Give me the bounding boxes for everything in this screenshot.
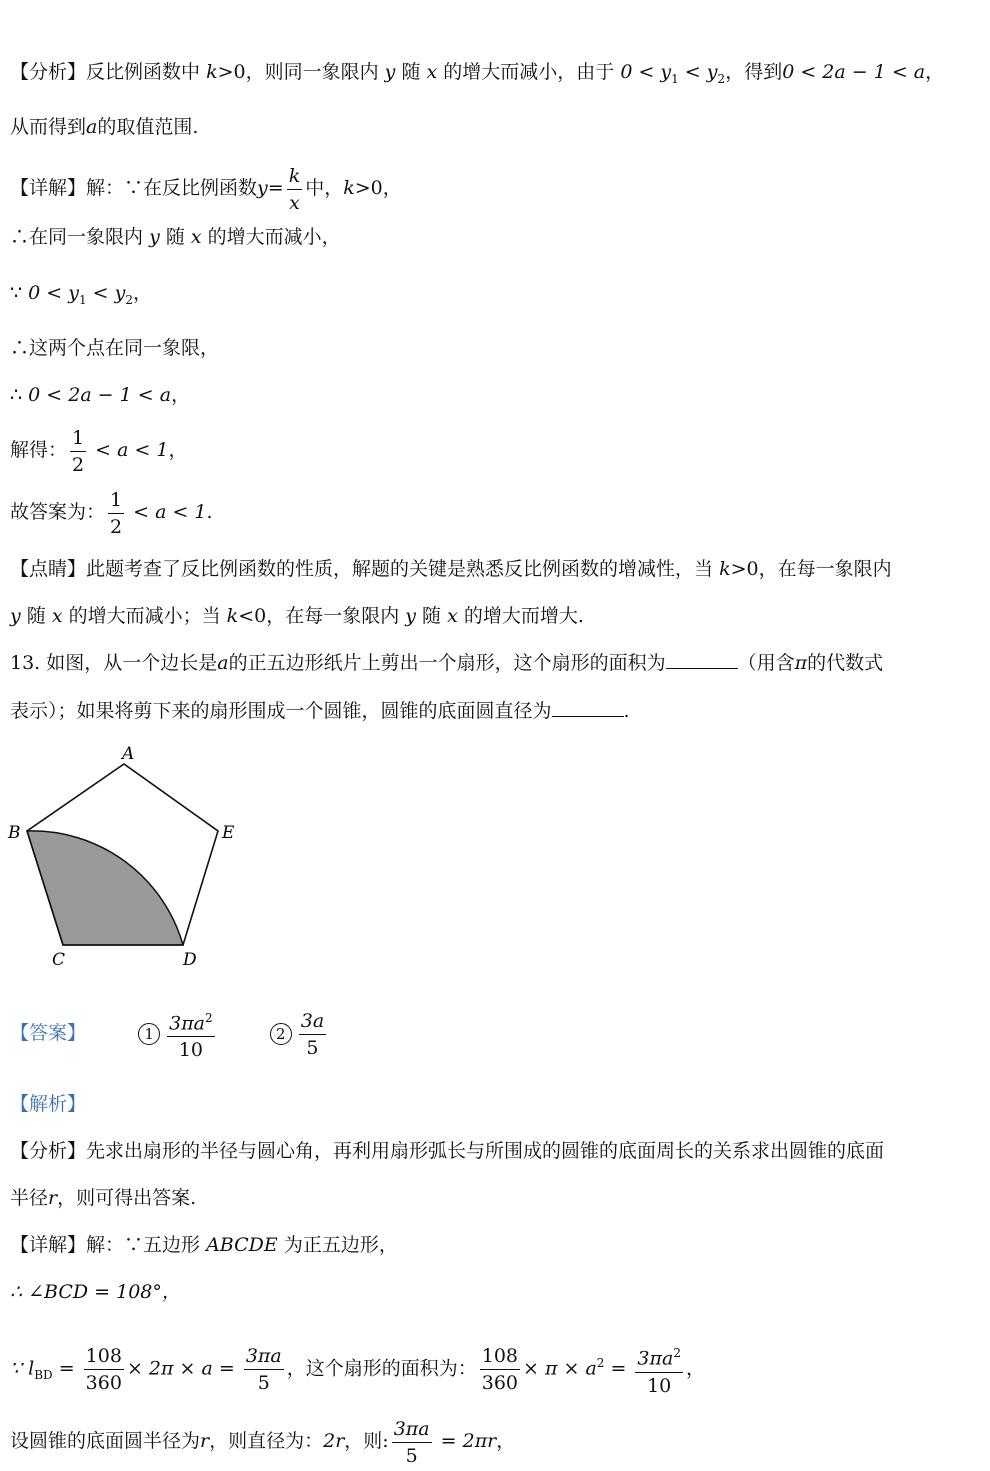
math: < y bbox=[86, 282, 126, 304]
pentagon-sector-figure bbox=[0, 735, 260, 975]
p13-last-line bbox=[10, 1411, 980, 1471]
text: 的取值范围. bbox=[97, 116, 199, 138]
label-a: A bbox=[122, 744, 135, 764]
text: 半径 bbox=[10, 1187, 49, 1209]
var-x: x bbox=[447, 605, 458, 627]
text: ，则: bbox=[344, 1430, 389, 1452]
p13-jiexi-tag bbox=[10, 1092, 980, 1116]
var-x: x bbox=[51, 605, 63, 627]
text: ，则同一象限内 bbox=[245, 61, 379, 83]
num: 1 bbox=[70, 425, 86, 452]
var-y: y bbox=[384, 61, 396, 83]
var-r: r bbox=[200, 1430, 210, 1452]
circled-number-1: 1 bbox=[138, 1023, 160, 1045]
text: 从而得到 bbox=[10, 116, 87, 138]
sup: 2 bbox=[596, 1356, 605, 1370]
detail-tag: 【详解】 bbox=[10, 177, 87, 199]
answer-blank-1 bbox=[666, 650, 738, 669]
math: ∵ l bbox=[10, 1357, 35, 1380]
text: >0 bbox=[354, 177, 383, 199]
p12-solve bbox=[10, 422, 980, 478]
var-r: r bbox=[48, 1187, 58, 1209]
text: 的增大而减小， bbox=[207, 226, 341, 248]
text: 的增大而减小，由于 bbox=[443, 61, 615, 83]
question-number: 13. bbox=[10, 652, 47, 674]
p13-angle-line bbox=[10, 1280, 980, 1304]
fraction bbox=[244, 1343, 284, 1396]
math: 2r bbox=[323, 1430, 345, 1452]
p12-step2 bbox=[10, 281, 980, 312]
math: 0 < 2a − 1 < a bbox=[782, 61, 926, 83]
p12-analysis-line2 bbox=[10, 115, 980, 139]
p13-analysis-line1 bbox=[10, 1139, 980, 1163]
text: 解得： bbox=[10, 439, 68, 461]
p12-answer bbox=[10, 484, 980, 540]
sub: 1 bbox=[78, 292, 87, 307]
text: 表示）；如果将剪下来的扇形围成一个圆锥，圆锥的底面圆直径为 bbox=[10, 700, 552, 722]
text: ∴在同一象限内 bbox=[10, 226, 144, 248]
fraction bbox=[287, 163, 303, 216]
text: ，则可得出答案. bbox=[57, 1187, 197, 1209]
text: ， bbox=[496, 1430, 516, 1452]
fraction bbox=[70, 425, 86, 478]
text: >0 bbox=[217, 61, 246, 83]
den: 2 bbox=[110, 515, 123, 538]
text: ∴ bbox=[10, 384, 29, 406]
text: 中， bbox=[305, 177, 344, 199]
var-x: x bbox=[190, 226, 202, 248]
var-y: y bbox=[149, 226, 160, 248]
text: = bbox=[604, 1357, 633, 1380]
math: < a < 1 bbox=[127, 501, 207, 523]
math: × π × a bbox=[523, 1357, 597, 1380]
text: 的代数式 bbox=[807, 652, 884, 674]
den: 5 bbox=[257, 1371, 270, 1394]
math: 0 < 2a − 1 < a bbox=[28, 384, 172, 406]
answer-2 bbox=[299, 1008, 326, 1061]
math: π bbox=[794, 652, 808, 674]
label-b: B bbox=[8, 823, 21, 843]
sup: 2 bbox=[205, 1011, 213, 1025]
fraction bbox=[392, 1416, 432, 1469]
num: k bbox=[288, 164, 301, 187]
text: 故答案为： bbox=[10, 501, 106, 523]
text: ∵ bbox=[10, 282, 29, 304]
sub: 1 bbox=[671, 71, 679, 86]
p12-analysis-line1 bbox=[10, 60, 980, 91]
math: × 2π × a = bbox=[126, 1357, 241, 1380]
text: 此题考查了反比例函数的性质，解题的关键是熟悉反比例函数的增减性，当 bbox=[86, 558, 714, 580]
den: 10 bbox=[647, 1374, 672, 1397]
num: 3a bbox=[300, 1009, 325, 1032]
den: 5 bbox=[405, 1444, 418, 1467]
var-k: k bbox=[343, 177, 355, 199]
math: < a < 1 bbox=[89, 439, 169, 461]
text: . bbox=[623, 700, 630, 722]
p12-step1 bbox=[10, 225, 980, 249]
sub: 2 bbox=[717, 71, 726, 86]
text: ，在每一象限内 bbox=[266, 605, 400, 627]
math: y= bbox=[257, 177, 284, 199]
text: 的增大而增大. bbox=[463, 605, 584, 627]
var-k: k bbox=[226, 605, 239, 627]
text: 随 bbox=[26, 605, 46, 627]
text: 反比例函数中 bbox=[86, 61, 201, 83]
p13-question-line2 bbox=[10, 698, 980, 723]
fraction bbox=[84, 1343, 124, 1396]
num: 3πa bbox=[637, 1347, 674, 1370]
text: ，这个扇形的面积为： bbox=[286, 1357, 477, 1380]
text: = bbox=[52, 1357, 81, 1380]
answer-tag: 【答案】 bbox=[10, 1022, 87, 1045]
answer-1 bbox=[167, 1005, 215, 1063]
var-y: y bbox=[10, 605, 21, 627]
den: 360 bbox=[85, 1371, 122, 1394]
sub: BD bbox=[34, 1368, 53, 1383]
p12-step4 bbox=[10, 383, 980, 407]
text: 解：∵五边形 bbox=[86, 1234, 201, 1256]
text: ，在每一象限内 bbox=[758, 558, 892, 580]
var-a: a bbox=[86, 116, 98, 138]
math: 0 < y bbox=[620, 61, 672, 83]
math: = 2πr bbox=[434, 1430, 497, 1452]
math: ∴ ∠BCD = 108°， bbox=[10, 1281, 181, 1303]
comment-tag: 【点睛】 bbox=[10, 558, 87, 580]
num: 108 bbox=[84, 1343, 124, 1370]
p13-analysis-line2 bbox=[10, 1186, 980, 1210]
p13-answer-line bbox=[10, 1005, 980, 1063]
var-k: k bbox=[719, 558, 731, 580]
p13-arc-line bbox=[10, 1333, 980, 1405]
text: ， bbox=[382, 177, 402, 199]
text: ， bbox=[685, 1357, 705, 1380]
math: ABCDE bbox=[206, 1234, 278, 1256]
num: 1 bbox=[108, 487, 124, 514]
num: 3πa bbox=[393, 1417, 430, 1440]
answer-blank-2 bbox=[552, 698, 624, 717]
text: 随 bbox=[422, 605, 442, 627]
text: ∴这两个点在同一象限， bbox=[10, 337, 220, 359]
math: < y bbox=[678, 61, 718, 83]
den: 10 bbox=[178, 1039, 203, 1062]
text: 的增大而减小；当 bbox=[68, 605, 221, 627]
detail-tag: 【详解】 bbox=[10, 1234, 87, 1256]
den: 2 bbox=[72, 453, 85, 476]
den: 5 bbox=[306, 1036, 319, 1059]
text: 的正五边形纸片上剪出一个扇形，这个扇形的面积为 bbox=[228, 652, 666, 674]
fraction bbox=[108, 487, 124, 540]
text: ，得到 bbox=[725, 61, 783, 83]
text: 先求出扇形的半径与圆心角，再利用扇形弧长与所围成的圆锥的底面周长的关系求出圆锥的底面 bbox=[86, 1140, 885, 1162]
label-e: E bbox=[222, 823, 235, 843]
text: 设圆锥的底面圆半径为 bbox=[10, 1430, 201, 1452]
text: （用含 bbox=[737, 652, 795, 674]
num: 3πa bbox=[245, 1344, 282, 1367]
text: >0 bbox=[730, 558, 759, 580]
text: 如图，从一个边长是 bbox=[46, 652, 218, 674]
p12-detail-line bbox=[10, 160, 980, 216]
text: 随 bbox=[165, 226, 185, 248]
num: 108 bbox=[480, 1343, 520, 1370]
p12-comment-line2 bbox=[10, 604, 980, 628]
label-c: C bbox=[52, 950, 66, 970]
text: ， bbox=[925, 61, 945, 83]
p12-comment-line1 bbox=[10, 557, 980, 581]
var-k: k bbox=[206, 61, 218, 83]
circled-number-2: 2 bbox=[270, 1023, 292, 1045]
text: 为正五边形， bbox=[283, 1234, 398, 1256]
text: ， bbox=[168, 439, 188, 461]
text: 随 bbox=[401, 61, 421, 83]
p13-question-line1 bbox=[10, 650, 980, 675]
analysis-tag: 【分析】 bbox=[10, 1140, 87, 1162]
text: ， bbox=[132, 282, 152, 304]
den: x bbox=[289, 191, 300, 214]
sub: 2 bbox=[125, 292, 133, 307]
text: 解：∵在反比例函数 bbox=[86, 177, 258, 199]
label-d: D bbox=[183, 950, 197, 970]
p12-step3 bbox=[10, 336, 980, 360]
var-x: x bbox=[426, 61, 438, 83]
num: 3πa bbox=[169, 1012, 206, 1035]
text: ， bbox=[171, 384, 191, 406]
text: <0 bbox=[238, 605, 267, 627]
analysis-tag: 【分析】 bbox=[10, 61, 87, 83]
sup: 2 bbox=[673, 1346, 681, 1361]
text: . bbox=[206, 501, 213, 523]
math: 0 < y bbox=[28, 282, 79, 304]
fraction bbox=[480, 1343, 520, 1396]
var-a: a bbox=[217, 652, 229, 674]
jiexi-tag: 【解析】 bbox=[10, 1093, 87, 1115]
shaded-sector bbox=[27, 831, 183, 945]
fraction bbox=[635, 1340, 683, 1398]
text: ，则直径为： bbox=[209, 1430, 324, 1452]
den: 360 bbox=[481, 1371, 518, 1394]
var-y: y bbox=[405, 605, 416, 627]
p13-detail-line bbox=[10, 1233, 980, 1257]
